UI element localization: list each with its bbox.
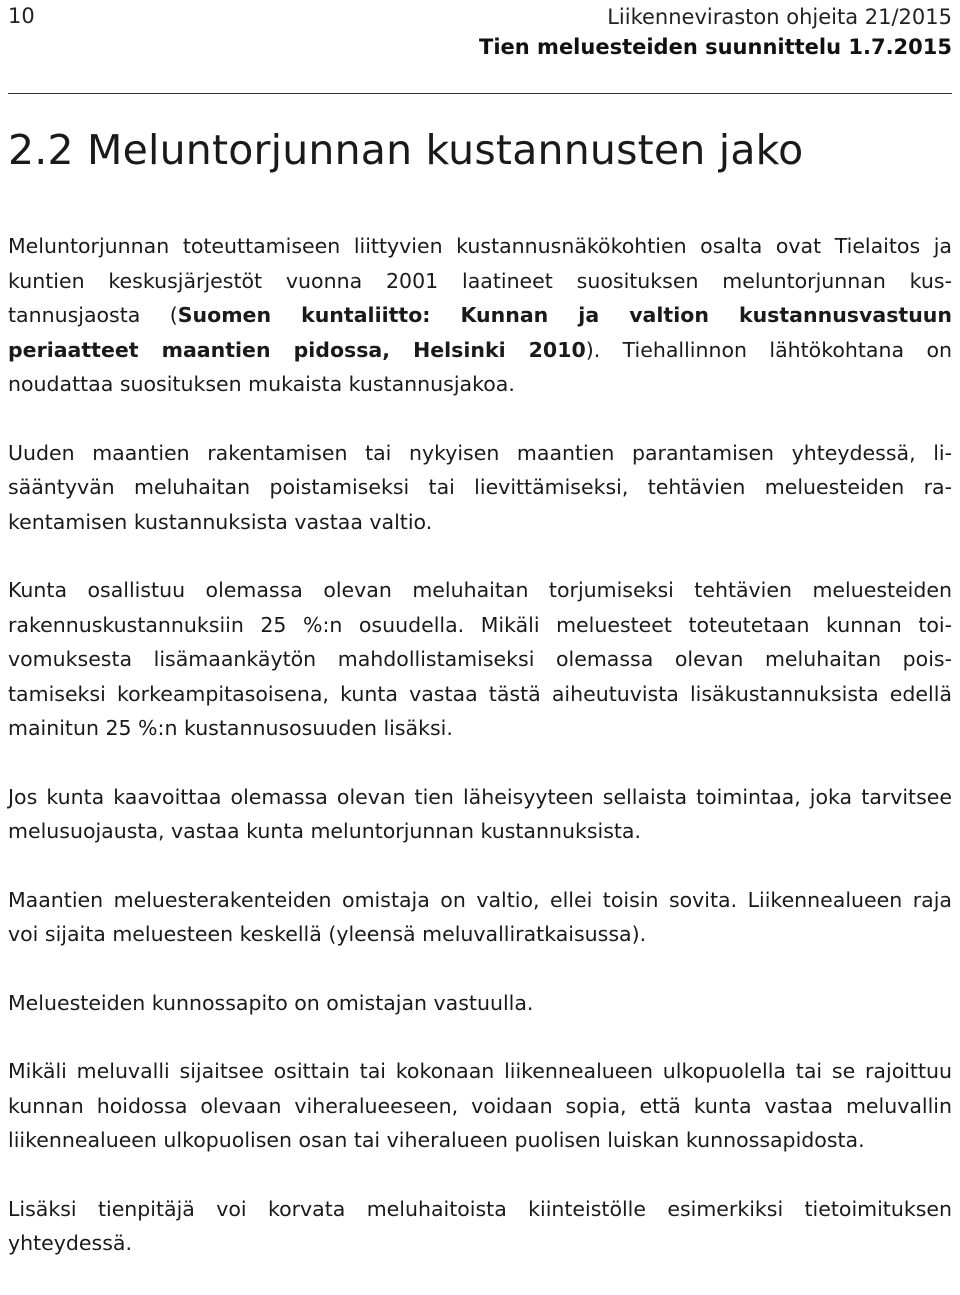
paragraph-cost-recommendation: [8, 229, 952, 402]
page-number: 10: [8, 4, 35, 28]
paragraph-maintenance: Meluesteiden kunnossapito on omistajan vastuulla.: [8, 990, 534, 1015]
running-header: [479, 2, 952, 62]
body-text: [8, 229, 952, 1295]
paragraph-municipality-share: Kunta osallistuu olemassa olevan meluhaitan torjumiseksi tehtävien meluesteiden rakennuskustannuksiin 25 %:n osuudella. Mikäli meluesteet toteutetaan kunnan toivomuksesta lisämaankäytön mahdollistamiseksi olemassa olevan meluhaitan poistamiseksi korkeampitasoisena, kunta vastaa tästä aiheutuvista lisäkustannuksista edellä mainitun 25 %:n kustannusosuuden lisäksi.: [8, 578, 952, 740]
paragraph-noise-embankment: Mikäli meluvalli sijaitsee osittain tai kokonaan liikennealueen ulkopuolella tai se rajoittuu kunnan hoidossa olevaan viheralueeseen, voidaan sopia, että kunta vastaa meluvallin liikennealueen ulkopuolisen osan tai viheralueen puolisen luiskan kunnossapidosta.: [8, 1059, 952, 1152]
paragraph-text: ). Tiehallinnon lähtökohtana on noudattaa suosituksen mukaista kustannusjakoa.: [8, 337, 952, 396]
paragraph-zoning: Jos kunta kaavoittaa olemassa olevan tien läheisyyteen sellaista toimintaa, joka tarvitsee melusuojausta, vastaa kunta meluntorjunnan kustannuksista.: [8, 784, 952, 843]
section-heading: 2.2 Meluntorjunnan kustannusten jako: [8, 126, 804, 174]
paragraph-new-road: Uuden maantien rakentamisen tai nykyisen maantien parantamisen yhteydessä, lisääntyvän meluhaitan poistamiseksi tai lievittämiseksi, tehtävien meluesteiden rakentamisen kustannuksista vastaa valtio.: [8, 440, 952, 534]
header-divider: [8, 93, 952, 94]
paragraph-ownership: Maantien meluesterakenteiden omistaja on valtio, ellei toisin sovita. Liikennealueen raja voi sijaita meluesteen keskellä (yleensä meluvalliratkaisussa).: [8, 887, 952, 946]
paragraph-text: Meluntorjunnan toteuttamiseen liittyvien kustannusnäkökohtien osalta ovat Tielaitos ja kuntien keskusjärjestöt vuonna 2001 laatineet suosituksen meluntorjunnan kustannusjaosta (: [8, 234, 952, 327]
page-header: [8, 2, 952, 90]
reference-citation: Suomen kuntaliitto: Kunnan ja valtion kustannusvastuun periaatteet maantien pidossa, Helsinki 2010: [8, 303, 952, 362]
paragraph-compensation: Lisäksi tienpitäjä voi korvata meluhaitoista kiinteistölle esimerkiksi tietoimituksen yhteydessä.: [8, 1196, 952, 1255]
publication-title: Liikenneviraston ohjeita 21/2015: [607, 5, 952, 29]
document-title: Tien meluesteiden suunnittelu 1.7.2015: [479, 35, 952, 59]
